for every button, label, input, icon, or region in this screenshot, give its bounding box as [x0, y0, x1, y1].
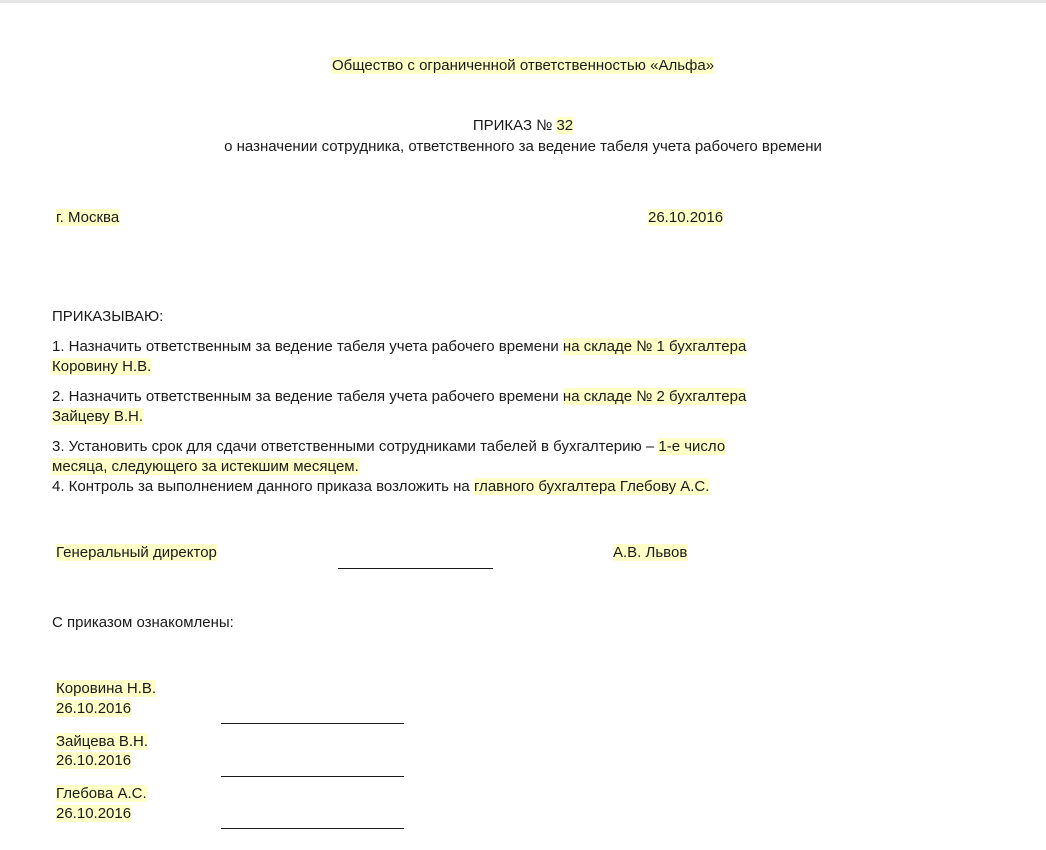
- ack-person-2-name: [56, 732, 148, 752]
- organization-line: [0, 56, 1046, 76]
- order-subject: о назначении сотрудника, ответственного за ведение табеля учета рабочего времени: [224, 138, 822, 155]
- order-number: 32: [556, 117, 574, 134]
- ack-person-1-date: [56, 699, 131, 719]
- item4-line: [52, 477, 709, 497]
- director-position: [56, 543, 217, 563]
- director-name: [613, 543, 687, 563]
- item1-line2: [52, 357, 151, 377]
- item3-line2: [52, 457, 359, 477]
- item2-line2: [52, 407, 143, 427]
- ack-person-1-name: [56, 679, 156, 699]
- ack-person-2-date-text: 26.10.2016: [56, 752, 132, 769]
- ack-person-3-name: [56, 784, 147, 804]
- ack-person-1-name-text: Коровина Н.В.: [56, 680, 157, 697]
- item3-text: 3. Установить срок для сдачи ответственными сотрудниками табелей в бухгалтерию –: [52, 438, 659, 455]
- city-text: г. Москва: [56, 209, 120, 226]
- ack-person-3-date: [56, 804, 131, 824]
- ack-person-3-date-text: 26.10.2016: [56, 805, 132, 822]
- item4-highlight: главного бухгалтера Глебову А.С.: [473, 478, 710, 495]
- ack-person-3-name-text: Глебова А.С.: [56, 785, 147, 802]
- item1-person: Коровину Н.В.: [52, 358, 152, 375]
- item1-text: 1. Назначить ответственным за ведение табеля учета рабочего времени: [52, 338, 563, 355]
- city: [56, 208, 119, 228]
- ack-person-2-signature-line: [221, 776, 404, 777]
- director-name-text: А.В. Львов: [613, 544, 688, 561]
- order-word: ПРИКАЗЫВАЮ:: [52, 308, 164, 325]
- item2-text: 2. Назначить ответственным за ведение табеля учета рабочего времени: [52, 388, 563, 405]
- director-signature-line: [338, 568, 493, 569]
- organization-name: Общество с ограниченной ответственностью «Альфа»: [331, 57, 715, 74]
- item1-line1: [52, 337, 746, 357]
- ack-person-1-date-text: 26.10.2016: [56, 700, 132, 717]
- order-date: [648, 208, 723, 228]
- ack-person-1-signature-line: [221, 723, 404, 724]
- item3-highlight: 1-е число: [658, 438, 726, 455]
- item3-line1: [52, 437, 725, 457]
- top-border: [0, 0, 1046, 3]
- acknowledgement-title: С приказом ознакомлены:: [52, 614, 234, 631]
- item2-line1: [52, 387, 746, 407]
- ack-person-3-signature-line: [221, 828, 404, 829]
- ack-person-2-date: [56, 751, 131, 771]
- item2-person: Зайцеву В.Н.: [52, 408, 144, 425]
- order-title: [0, 116, 1046, 136]
- item2-highlight: на складе № 2 бухгалтера: [562, 388, 747, 405]
- director-position-text: Генеральный директор: [56, 544, 217, 561]
- item4-text: 4. Контроль за выполнением данного приказа возложить на: [52, 478, 474, 495]
- order-prefix: ПРИКАЗ №: [472, 117, 557, 134]
- item3-deadline: месяца, следующего за истекшим месяцем.: [52, 458, 359, 475]
- order-date-text: 26.10.2016: [648, 209, 724, 226]
- ack-person-2-name-text: Зайцева В.Н.: [56, 733, 149, 750]
- item1-highlight: на складе № 1 бухгалтера: [562, 338, 747, 355]
